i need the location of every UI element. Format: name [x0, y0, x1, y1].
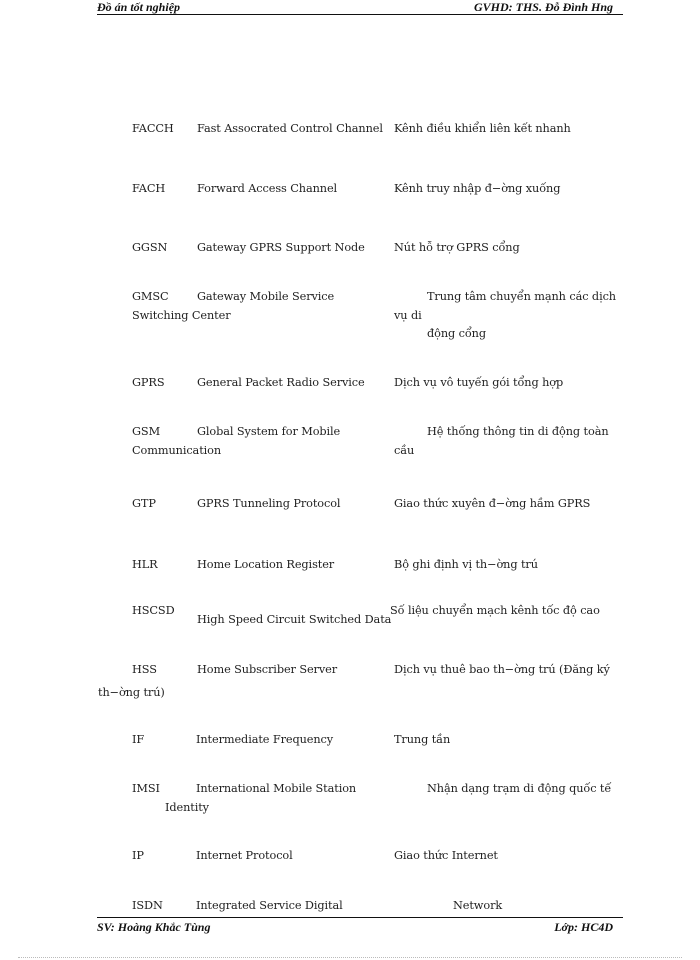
english-term: Internet Protocol: [196, 849, 293, 862]
english-term: General Packet Radio Service: [197, 376, 365, 389]
vietnamese-term: Giao thức Internet: [394, 849, 498, 862]
english-term-line-1: Gateway Mobile Service: [197, 290, 335, 303]
vietnamese-term: Bộ ghi định vị th−ờng trú: [394, 558, 538, 571]
abbreviation: GGSN: [132, 241, 168, 254]
vietnamese-term: Nút hỗ trợ GPRS cổng: [394, 241, 520, 254]
vietnamese-term: Số liệu chuyển mạch kênh tốc độ cao: [390, 604, 600, 617]
abbreviation: HSS: [132, 663, 157, 676]
english-term-line-2: Network: [453, 899, 503, 912]
vietnamese-term-line-1: Hệ thống thông tin di động toàn: [427, 425, 609, 438]
abbreviation: GMSC: [132, 290, 169, 303]
english-term: Forward Access Channel: [197, 182, 338, 195]
abbreviation: HLR: [132, 558, 158, 571]
english-term: Home Subscriber Server: [197, 663, 338, 676]
vietnamese-term: Nhận dạng trạm di động quốc tế: [427, 782, 612, 795]
abbreviation: IMSI: [132, 782, 160, 795]
page-footer: [97, 917, 623, 938]
abbreviation: HSCSD: [132, 604, 175, 617]
abbreviation: GTP: [132, 497, 156, 510]
abbreviation: IF: [132, 733, 145, 746]
vietnamese-term-line-1: Dịch vụ thuê bao th−ờng trú (Đăng ký: [394, 663, 610, 676]
english-term: High Speed Circuit Switched Data: [197, 613, 392, 626]
abbreviation: FACCH: [132, 122, 174, 135]
english-term-line-2: Switching Center: [132, 309, 231, 322]
page-header: [97, 0, 623, 15]
header-thesis-title: Đồ án tốt nghiệp: [97, 0, 181, 14]
english-term-line-1: Global System for Mobile: [197, 425, 341, 438]
vietnamese-term-line-2: th−ờng trú): [98, 686, 165, 699]
vietnamese-term: Trung tần: [394, 733, 451, 746]
vietnamese-term-line-3: động cổng: [427, 327, 486, 340]
vietnamese-term-line-1: Trung tâm chuyển mạnh các dịch: [427, 290, 616, 303]
english-term-line-1: Integrated Service Digital: [196, 899, 343, 912]
vietnamese-term-line-2: vụ di: [394, 309, 422, 322]
vietnamese-term: Kênh truy nhập đ−ờng xuống: [394, 182, 561, 195]
abbreviation: FACH: [132, 182, 166, 195]
footer-class: Lớp: HC4D: [554, 920, 613, 934]
header-supervisor: GVHD: THS. Đỗ Đình Hng: [473, 0, 613, 14]
abbreviation: ISDN: [132, 899, 163, 912]
abbreviation: GPRS: [132, 376, 165, 389]
english-term-line-2: Identity: [165, 801, 209, 814]
english-term-line-2: Communication: [132, 444, 222, 457]
vietnamese-term-line-2: cầu: [394, 444, 415, 457]
vietnamese-term: Dịch vụ vô tuyến gói tổng hợp: [394, 376, 564, 389]
abbreviation: IP: [132, 849, 144, 862]
english-term: Fast Assocrated Control Channel: [197, 122, 383, 135]
english-term: Gateway GPRS Support Node: [197, 241, 365, 254]
english-term: Intermediate Frequency: [196, 733, 334, 746]
vietnamese-term: Giao thức xuyên đ−ờng hầm GPRS: [394, 497, 591, 510]
english-term: Home Location Register: [197, 558, 335, 571]
vietnamese-term: Kênh điều khiển liên kết nhanh: [394, 122, 571, 135]
abbreviation: GSM: [132, 425, 161, 438]
footer-student: SV: Hoàng Khắc Tùng: [97, 920, 211, 934]
english-term-line-1: International Mobile Station: [196, 782, 357, 795]
page-break-divider: [18, 957, 682, 958]
english-term: GPRS Tunneling Protocol: [197, 497, 341, 510]
